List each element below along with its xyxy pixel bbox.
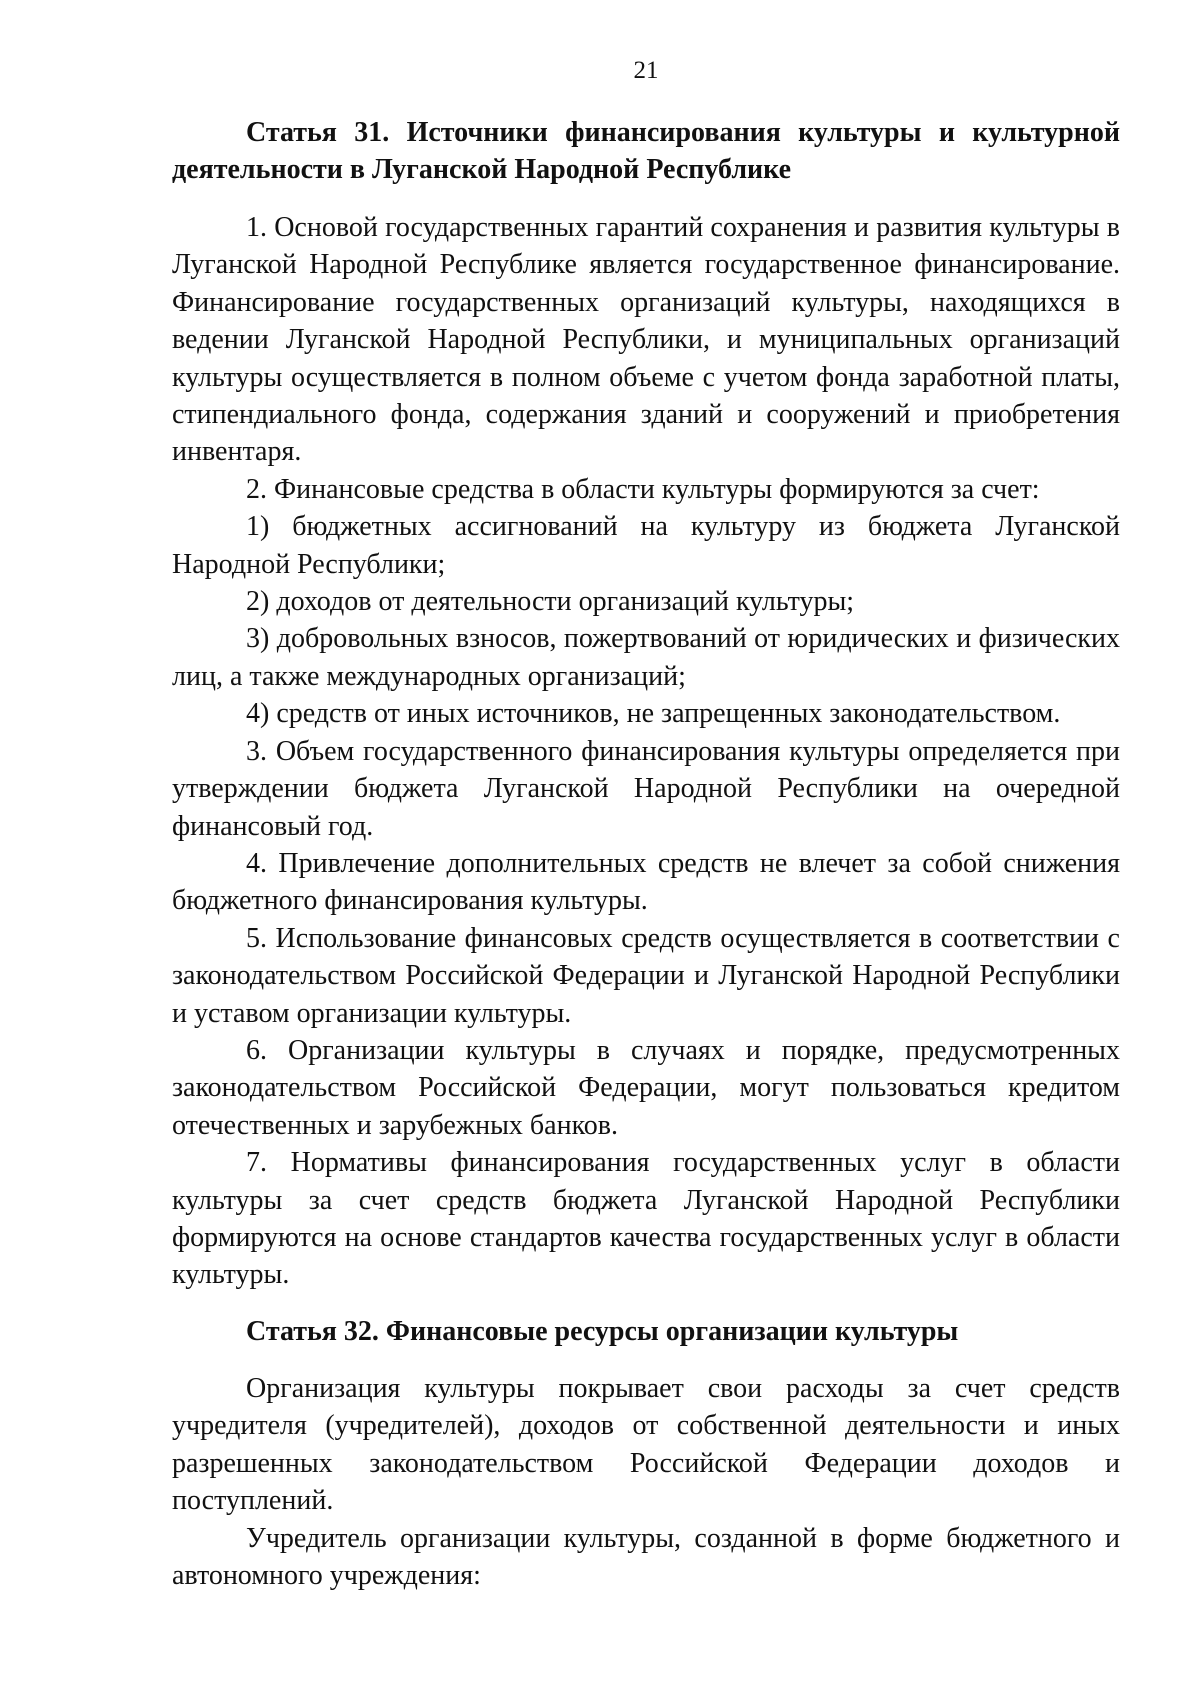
paragraph: 2. Финансовые средства в области культуры формируются за счет: xyxy=(246,473,1040,505)
article-32-body xyxy=(172,1370,1120,1594)
paragraph: 5. Использование финансовых средств осуществляется в соответствии с законодательством Российской Федерации и Луганской Народной Республики и уставом организации культуры. xyxy=(172,922,1120,1029)
list-item: 4) средств от иных источников, не запрещенных законодательством. xyxy=(246,698,1061,730)
list-item: 2) доходов от деятельности организаций культуры; xyxy=(246,586,855,618)
paragraph: 4. Привлечение дополнительных средств не влечет за собой снижения бюджетного финансирования культуры. xyxy=(172,847,1120,917)
paragraph: Учредитель организации культуры, созданной в форме бюджетного и автономного учреждения: xyxy=(172,1522,1120,1592)
paragraph: 7. Нормативы финансирования государственных услуг в области культуры за счет средств бюджета Луганской Народной Республики формируются на основе стандартов качества государственных услуг в области культуры. xyxy=(172,1147,1120,1291)
list-item: 3) добровольных взносов, пожертвований от юридических и физических лиц, а также международных организаций; xyxy=(172,623,1120,692)
paragraph: Организация культуры покрывает свои расходы за счет средств учредителя (учредителей), доходов от собственной деятельности и иных разрешенных законодательством Российской Федерации доходов и поступлений. xyxy=(172,1373,1120,1517)
list-item: 1) бюджетных ассигнований на культуру из бюджета Луганской Народной Республики; xyxy=(172,511,1120,580)
paragraph: 1. Основой государственных гарантий сохранения и развития культуры в Луганской Народной Республике является государственное финансирование. Финансирование государственных организаций культуры, находящихся в ведении Луганской Народной Республики, и муниципальных организаций культуры осуществляется в полном объеме с учетом фонда заработной платы, стипендиального фонда, содержания зданий и сооружений и приобретения инвентаря. xyxy=(172,212,1120,468)
paragraph: 3. Объем государственного финансирования культуры определяется при утверждении бюджета Луганской Народной Республики на очередной финансовый год. xyxy=(172,735,1120,842)
article-31-title: Статья 31. Источники финансирования культуры и культурной деятельности в Луганской Народной Республике xyxy=(172,117,1120,185)
article-32-title: Статья 32. Финансовые ресурсы организации культуры xyxy=(246,1316,959,1347)
paragraph: 6. Организации культуры в случаях и порядке, предусмотренных законодательством Российской Федерации, могут пользоваться кредитом отечественных и зарубежных банков. xyxy=(172,1034,1120,1141)
page-number: 21 xyxy=(633,57,659,84)
article-31-body xyxy=(172,209,1120,1294)
